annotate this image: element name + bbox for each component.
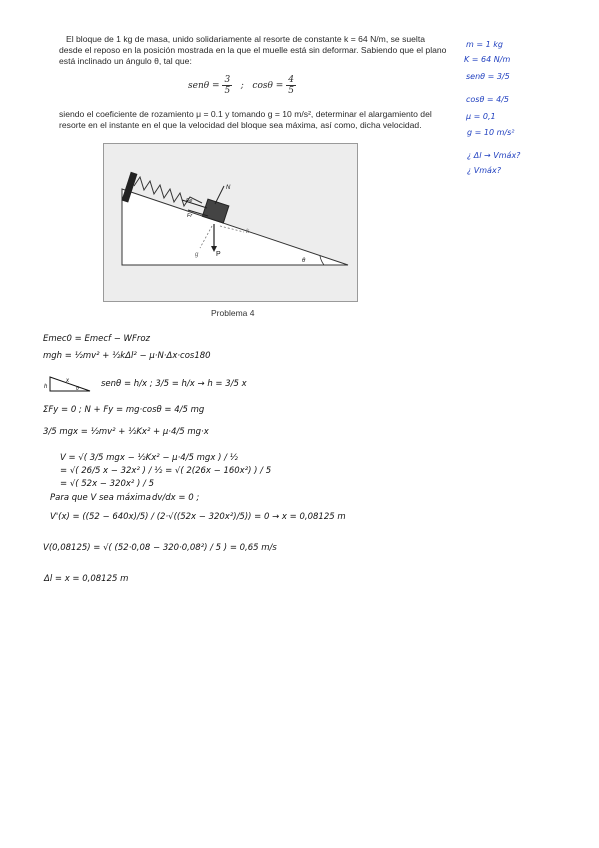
label-g: g xyxy=(195,252,199,258)
incline-figure xyxy=(103,143,358,302)
solution-substitution: 3/5 mgx = ½mv² + ½Kx² + μ·4/5 mg·x xyxy=(43,427,209,437)
normal-arrow xyxy=(215,186,224,204)
label-n: N xyxy=(226,185,231,191)
separator: ; xyxy=(240,81,244,91)
solution-normal-force: ΣFy = 0 ; N + Fy = mg·cosθ = 4/5 mg xyxy=(43,405,205,415)
note-sen: senθ = 3/5 xyxy=(466,72,510,81)
solution-derivative-zero: dv/dx = 0 ; xyxy=(152,493,200,503)
sen-fraction: $\frac{3}{5}$ xyxy=(224,75,231,96)
figure-caption: Problema 4 xyxy=(211,308,255,318)
solution-energy-balance: Emec0 = Emecf − WFroz xyxy=(43,334,151,344)
solution-velocity-mid: = √( 26/5 x − 32x² ) / ½ = √( 2(26x − 160x²) ) / 5 xyxy=(60,466,272,476)
label-p: P xyxy=(216,251,221,258)
note-k: K = 64 N/m xyxy=(464,55,511,64)
note-question-2: ¿ Vmáx? xyxy=(467,166,501,175)
statement-line-1: El bloque de 1 kg de masa, unido solidariamente al resorte de constante k = 64 N/m, se suelta xyxy=(66,34,425,44)
solution-velocity-final: = √( 52x − 320x² ) / 5 xyxy=(60,479,154,489)
label-k: k xyxy=(246,229,249,235)
incline-plane xyxy=(122,189,348,265)
cos-label: cosθ = xyxy=(252,81,284,91)
statement-line-5: resorte en el instante en el que la velocidad del bloque sea máxima, así como, dicha velocidad. xyxy=(59,120,422,130)
label-theta: θ xyxy=(302,258,306,264)
statement-line-3: está inclinado un ángulo θ, tal que: xyxy=(59,56,192,66)
label-fe: Fe xyxy=(186,198,193,204)
sen-label: senθ = xyxy=(188,81,220,91)
note-mass: m = 1 kg xyxy=(466,40,503,49)
solution-derivative: V'(x) = ((52 − 640x)/5) / (2·√((52x − 320x²)/5)) = 0 → x = 0,08125 m xyxy=(50,512,346,522)
label-fr: Fr xyxy=(187,213,193,219)
triangle-label-h: h xyxy=(44,384,48,390)
solution-velocity-expr: V = √( 3/5 mgx − ½Kx² − μ·4/5 mgx ) / ½ xyxy=(60,453,238,463)
statement-line-4: siendo el coeficiente de rozamiento μ = 0.1 y tomando g = 10 m/s², determinar el alargamiento del xyxy=(59,109,432,119)
note-g: g = 10 m/s² xyxy=(467,128,515,137)
incline-diagram xyxy=(104,144,357,301)
trig-formula xyxy=(188,75,296,96)
triangle-label-theta: θ xyxy=(76,386,79,392)
solution-energy-expanded: mgh = ½mv² + ½kΔl² − μ·N·Δx·cos180 xyxy=(43,351,211,361)
note-cos: cosθ = 4/5 xyxy=(466,95,510,104)
small-triangle-sketch xyxy=(44,373,92,395)
statement-line-2: desde el reposo en la posición mostrada en la que el muelle está sin deformar. Sabiendo que el plano xyxy=(59,45,447,55)
solution-elongation: Δl = x = 0,08125 m xyxy=(44,574,129,584)
note-mu: μ = 0,1 xyxy=(466,112,496,121)
solution-height: senθ = h/x ; 3/5 = h/x → h = 3/5 x xyxy=(101,379,247,389)
note-question-1: ¿ Δl → Vmáx? xyxy=(467,151,521,160)
triangle-label-x: x xyxy=(66,378,69,384)
solution-max-condition: Para que V sea máxima xyxy=(50,493,151,503)
cos-fraction: $\frac{4}{5}$ xyxy=(288,75,294,96)
solution-max-velocity: V(0,08125) = √( (52·0,08 − 320·0,08²) / 5 ) = 0,65 m/s xyxy=(43,543,277,553)
